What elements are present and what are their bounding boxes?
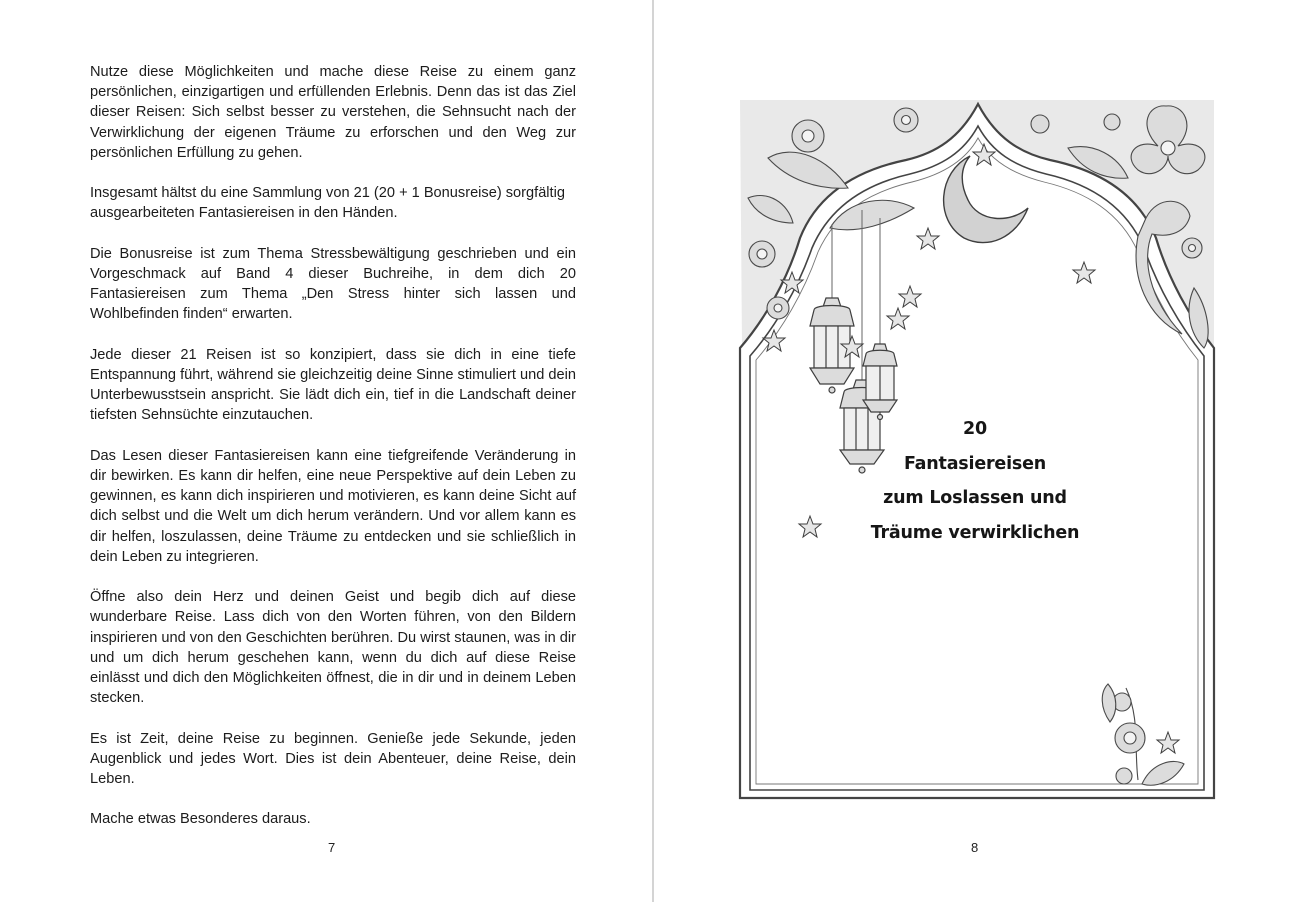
right-page [655, 0, 1302, 902]
flower-center [757, 249, 767, 259]
paragraph-3: Die Bonusreise ist zum Thema Stressbewältigung geschrieben und ein Vorgeschmack auf Band 4 dieser Buchreihe, in dem dich 20 Fantasiereisen zum Thema „Den Stress hinter sich lassen und Wohlbefinden finden“ erwarten. [90, 245, 576, 323]
lantern-3 [863, 344, 897, 420]
flower [1031, 115, 1049, 133]
title-line-4: Träume verwirklichen [870, 522, 1080, 543]
paragraph-4: Jede dieser 21 Reisen ist so konzipiert, dass sie dich in eine tiefe Entspannung führt, während sie gleichzeitig deine Sinne stimuliert und dein Unterbewusstsein anspricht. Sie lädt dich ein, tief in die Landschaft deiner tiefsten Sehnsüchte einzutauchen. [90, 346, 576, 424]
flower [1104, 114, 1120, 130]
paragraph-2: Insgesamt hältst du eine Sammlung von 21 (20 + 1 Bonusreise) sorgfältig ausgearbeiteten Fantasiereisen in den Händen. [90, 185, 565, 222]
body-text [90, 62, 576, 850]
paragraph-1: Nutze diese Möglichkeiten und mache diese Reise zu einem ganz persönlichen, einzigartigen und erfüllenden Erlebnis. Denn das ist das Ziel dieser Reisen: Sich selbst besser zu verstehen, die Sehnsucht nach der Verwirklichung der eigenen Träume zu erforschen und den Weg zur persönlichen Erfüllung zu gehen. [90, 64, 576, 161]
title-line-3: zum Loslassen und [883, 488, 1067, 508]
flower-center [802, 130, 814, 142]
page-number-left: 7 [328, 840, 336, 855]
title-line-2: Fantasiereisen [903, 453, 1047, 474]
flower-center [902, 116, 911, 125]
flower-center [1189, 245, 1196, 252]
page-number-right: 8 [971, 840, 979, 855]
title-line-number: 20 [963, 419, 987, 439]
flower [1116, 768, 1132, 784]
page-gutter [652, 0, 654, 902]
paragraph-5: Das Lesen dieser Fantasiereisen kann eine tiefgreifende Veränderung in dir bewirken. Es kann dir helfen, eine neue Perspektive auf dein Leben zu gewinnen, es kann dich inspirieren und motivieren, es kann deine Sicht auf dich selbst und die Welt um dich herum verändern. Und vor allem kann es dir helfen, loszulassen, deine Träume zu entdecken und sie schließlich in dein Leben zu integrieren. [90, 447, 576, 565]
paragraph-8: Mache etwas Besonderes daraus. [90, 811, 311, 828]
paragraph-7: Es ist Zeit, deine Reise zu beginnen. Genieße jede Sekunde, jeden Augenblick und jedes Wort. Dies ist dein Abenteuer, deine Reise, dein Leben. [90, 730, 576, 788]
flower-center [1161, 141, 1175, 155]
flower-center [1124, 732, 1136, 744]
title-block [815, 412, 1135, 550]
paragraph-6: Öffne also dein Herz und deinen Geist und begib dich auf diese wunderbare Reise. Lass dich von den Worten führen, von den Bildern inspirieren und von den Geschichten berühren. Du wirst staunen, was in dir und um dich herum geschehen kann, wenn du dich auf diese Reise einlässt und dich den Möglichkeiten öffnest, die in dir und in deinem Leben stecken. [90, 589, 576, 707]
flower-center [774, 304, 782, 312]
